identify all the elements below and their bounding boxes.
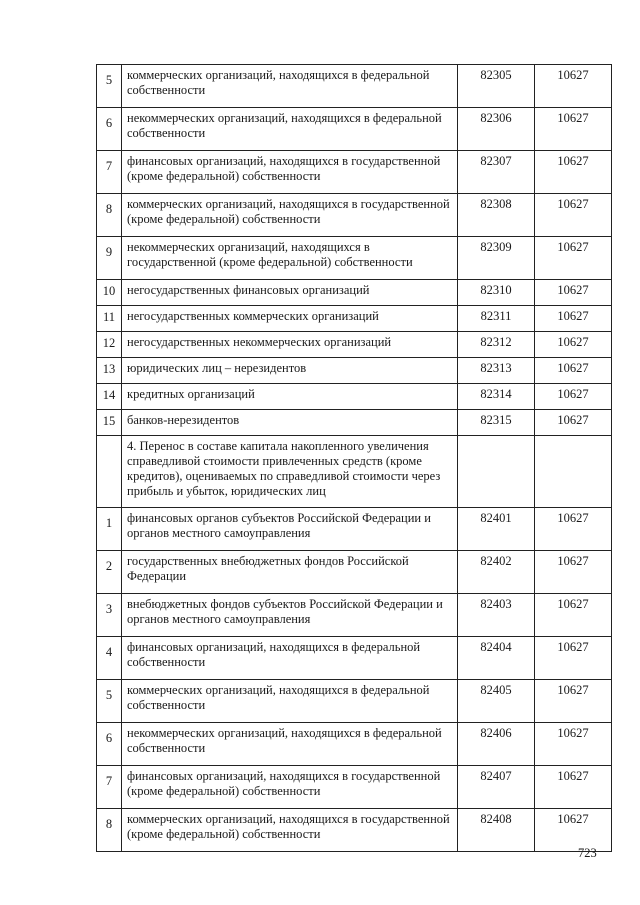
account-number: 82404 — [458, 637, 535, 680]
symbol-code — [535, 436, 612, 508]
row-number: 8 — [97, 809, 122, 852]
table-row — [97, 508, 612, 551]
row-description: финансовых организаций, находящихся в федеральной собственности — [122, 637, 458, 680]
row-number: 5 — [97, 65, 122, 108]
row-number: 7 — [97, 151, 122, 194]
account-number: 82308 — [458, 194, 535, 237]
row-number: 7 — [97, 766, 122, 809]
row-number: 6 — [97, 723, 122, 766]
account-number — [458, 436, 535, 508]
row-number: 2 — [97, 551, 122, 594]
account-number: 82401 — [458, 508, 535, 551]
symbol-code: 10627 — [535, 809, 612, 852]
table-row — [97, 637, 612, 680]
symbol-code: 10627 — [535, 637, 612, 680]
row-description: финансовых организаций, находящихся в государственной (кроме федеральной) собственности — [122, 151, 458, 194]
table-row — [97, 151, 612, 194]
table-row — [97, 809, 612, 852]
symbol-code: 10627 — [535, 151, 612, 194]
section-heading-row — [97, 436, 612, 508]
row-description: государственных внебюджетных фондов Российской Федерации — [122, 551, 458, 594]
account-number: 82311 — [458, 306, 535, 332]
symbol-code: 10627 — [535, 594, 612, 637]
row-description: кредитных организаций — [122, 384, 458, 410]
table-row — [97, 194, 612, 237]
row-number: 5 — [97, 680, 122, 723]
row-description: финансовых органов субъектов Российской Федерации и органов местного самоуправления — [122, 508, 458, 551]
table-row — [97, 108, 612, 151]
row-number: 1 — [97, 508, 122, 551]
row-number: 10 — [97, 280, 122, 306]
account-number: 82310 — [458, 280, 535, 306]
accounts-table — [96, 64, 612, 852]
table-row — [97, 332, 612, 358]
row-description: некоммерческих организаций, находящихся в федеральной собственности — [122, 723, 458, 766]
row-description: негосударственных финансовых организаций — [122, 280, 458, 306]
table-row — [97, 384, 612, 410]
row-description: коммерческих организаций, находящихся в государственной (кроме федеральной) собственности — [122, 194, 458, 237]
symbol-code: 10627 — [535, 65, 612, 108]
table-row — [97, 680, 612, 723]
account-number: 82312 — [458, 332, 535, 358]
symbol-code: 10627 — [535, 108, 612, 151]
account-number: 82313 — [458, 358, 535, 384]
row-number: 8 — [97, 194, 122, 237]
symbol-code: 10627 — [535, 332, 612, 358]
symbol-code: 10627 — [535, 194, 612, 237]
symbol-code: 10627 — [535, 384, 612, 410]
row-description: юридических лиц – нерезидентов — [122, 358, 458, 384]
table-row — [97, 65, 612, 108]
account-number: 82402 — [458, 551, 535, 594]
row-description: финансовых организаций, находящихся в государственной (кроме федеральной) собственности — [122, 766, 458, 809]
symbol-code: 10627 — [535, 237, 612, 280]
account-number: 82314 — [458, 384, 535, 410]
symbol-code: 10627 — [535, 306, 612, 332]
account-number: 82306 — [458, 108, 535, 151]
table-row — [97, 237, 612, 280]
table-row — [97, 410, 612, 436]
row-description: банков-нерезидентов — [122, 410, 458, 436]
row-description: некоммерческих организаций, находящихся в федеральной собственности — [122, 108, 458, 151]
symbol-code: 10627 — [535, 723, 612, 766]
account-number: 82407 — [458, 766, 535, 809]
row-number: 3 — [97, 594, 122, 637]
table-row — [97, 723, 612, 766]
account-number: 82403 — [458, 594, 535, 637]
account-number: 82305 — [458, 65, 535, 108]
symbol-code: 10627 — [535, 280, 612, 306]
row-description: некоммерческих организаций, находящихся в государственной (кроме федеральной) собственности — [122, 237, 458, 280]
account-number: 82315 — [458, 410, 535, 436]
account-number: 82406 — [458, 723, 535, 766]
account-number: 82405 — [458, 680, 535, 723]
table-row — [97, 280, 612, 306]
row-number: 13 — [97, 358, 122, 384]
row-number: 15 — [97, 410, 122, 436]
table-row — [97, 306, 612, 332]
symbol-code: 10627 — [535, 410, 612, 436]
symbol-code: 10627 — [535, 358, 612, 384]
account-number: 82309 — [458, 237, 535, 280]
row-number — [97, 436, 122, 508]
table-row — [97, 594, 612, 637]
page-number: 723 — [578, 846, 597, 860]
row-description: коммерческих организаций, находящихся в государственной (кроме федеральной) собственности — [122, 809, 458, 852]
row-description: коммерческих организаций, находящихся в федеральной собственности — [122, 680, 458, 723]
table-row — [97, 358, 612, 384]
symbol-code: 10627 — [535, 508, 612, 551]
row-description: негосударственных коммерческих организаций — [122, 306, 458, 332]
row-description: внебюджетных фондов субъектов Российской Федерации и органов местного самоуправления — [122, 594, 458, 637]
row-number: 9 — [97, 237, 122, 280]
symbol-code: 10627 — [535, 766, 612, 809]
row-number: 6 — [97, 108, 122, 151]
row-number: 4 — [97, 637, 122, 680]
symbol-code: 10627 — [535, 680, 612, 723]
account-number: 82408 — [458, 809, 535, 852]
row-number: 11 — [97, 306, 122, 332]
table-row — [97, 766, 612, 809]
table-row — [97, 551, 612, 594]
symbol-code: 10627 — [535, 551, 612, 594]
account-number: 82307 — [458, 151, 535, 194]
row-number: 14 — [97, 384, 122, 410]
row-number: 12 — [97, 332, 122, 358]
row-description: коммерческих организаций, находящихся в федеральной собственности — [122, 65, 458, 108]
section-heading: 4. Перенос в составе капитала накопленного увеличения справедливой стоимости привлеченных средств (кроме кредитов), оцениваемых по справедливой стоимости через прибыль и убыток, юридических лиц — [122, 436, 458, 508]
row-description: негосударственных некоммерческих организаций — [122, 332, 458, 358]
